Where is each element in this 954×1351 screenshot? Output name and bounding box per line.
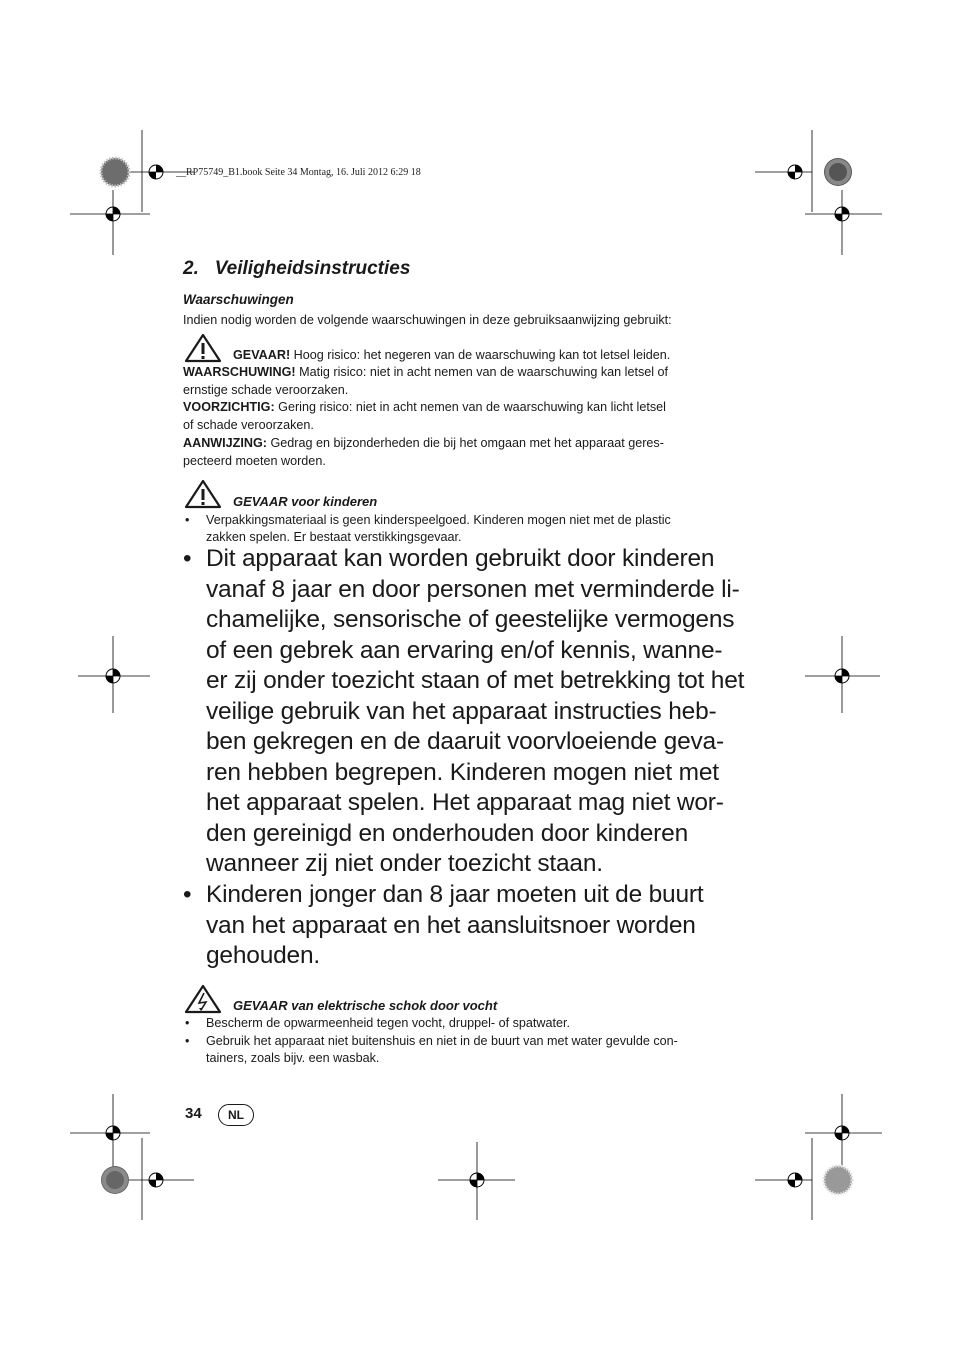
- large-line: ren hebben begrepen. Kinderen mogen niet met: [206, 758, 719, 786]
- waarschuwing-line-2: ernstige schade veroorzaken.: [183, 383, 349, 397]
- children-heading: GEVAAR voor kinderen: [233, 494, 378, 509]
- aanwijzing-text: Gedrag en bijzonderheden die bij het omgaan met het apparaat geres-: [266, 436, 664, 450]
- warning-triangle-icon: [184, 479, 222, 509]
- color-wheel-icon: [101, 158, 129, 186]
- registration-mark-icon: [149, 165, 163, 179]
- electric-bullet1: Bescherm de opwarmeenheid tegen vocht, druppel- of spatwater.: [206, 1016, 571, 1030]
- voorzichtig-line: [183, 399, 666, 417]
- electric-shock-triangle-icon: [184, 984, 222, 1014]
- print-info-header: __RP75749_B1.book Seite 34 Montag, 16. Juli 2012 6:29 18: [176, 167, 421, 178]
- electric-bullet2-line2: tainers, zoals bijv. een wasbak.: [206, 1051, 380, 1065]
- color-wheel-icon: [824, 1166, 852, 1194]
- warnings-intro: Indien nodig worden de volgende waarschuwingen in deze gebruiksaanwijzing gebruikt:: [183, 313, 672, 327]
- voorzichtig-line-2: of schade veroorzaken.: [183, 418, 314, 432]
- registration-mark-icon: [835, 207, 849, 221]
- registration-mark-icon: [106, 669, 120, 683]
- section-number: 2.: [183, 258, 199, 279]
- registration-mark-icon: [788, 1173, 802, 1187]
- large-line: ben gekregen en de daaruit voorvloeiende geva-: [206, 728, 724, 755]
- color-wheel-icon: [824, 158, 852, 186]
- gevaar-line: [233, 347, 670, 365]
- large-line: vanaf 8 jaar en door personen met verminderde li-: [206, 575, 740, 603]
- aanwijzing-line: [183, 435, 664, 453]
- registration-mark-icon: [788, 165, 802, 179]
- children-bullet1-line1: Verpakkingsmateriaal is geen kinderspeelgoed. Kinderen mogen niet met de plastic: [206, 513, 671, 527]
- large-bullet-2: [206, 880, 703, 972]
- registration-mark-icon: [149, 1173, 163, 1187]
- large-line: chamelijke, sensorische of geestelijke vermogens: [206, 606, 735, 633]
- large-line: gehouden.: [206, 942, 321, 969]
- large-bullet-1: [206, 544, 744, 880]
- registration-mark-icon: [470, 1173, 484, 1187]
- warning-triangle-icon: [184, 333, 222, 363]
- registration-mark-icon: [106, 207, 120, 221]
- large-line: of een gebrek aan ervaring en/of kennis, wanne-: [206, 636, 723, 664]
- children-bullet1-line2: zakken spelen. Er bestaat verstikkingsgevaar.: [206, 530, 462, 544]
- large-line: wanneer zij niet onder toezicht staan.: [206, 850, 603, 877]
- section-title-text: Veiligheidsinstructies: [214, 258, 411, 279]
- bullet-icon: •: [185, 513, 190, 527]
- bullet-icon: •: [185, 1016, 190, 1030]
- voorzichtig-label: VOORZICHTIG:: [183, 400, 275, 414]
- page-number: 34: [185, 1105, 202, 1122]
- warnings-heading: Waarschuwingen: [183, 292, 294, 307]
- large-line: den gereinigd en onderhouden door kinderen: [206, 819, 688, 847]
- large-line: van het apparaat en het aansluitsnoer worden: [206, 911, 696, 939]
- waarschuwing-text: Matig risico: niet in acht nemen van de waarschuwing kan letsel of: [295, 365, 669, 379]
- aanwijzing-line-2: pecteerd moeten worden.: [183, 454, 326, 468]
- large-line: het apparaat spelen. Het apparaat mag niet wor-: [206, 789, 724, 816]
- section-title: [183, 258, 410, 280]
- registration-mark-icon: [106, 1126, 120, 1140]
- language-badge: NL: [218, 1104, 254, 1126]
- registration-mark-icon: [835, 669, 849, 683]
- registration-mark-icon: [835, 1126, 849, 1140]
- waarschuwing-label: WAARSCHUWING!: [183, 365, 296, 379]
- bullet-icon: •: [183, 881, 192, 908]
- electric-heading: GEVAAR van elektrische schok door vocht: [233, 998, 498, 1013]
- waarschuwing-line: [183, 364, 668, 382]
- large-line: Kinderen jonger dan 8 jaar moeten uit de buurt: [206, 881, 704, 908]
- aanwijzing-label: AANWIJZING:: [183, 436, 267, 450]
- large-line: Dit apparaat kan worden gebruikt door kinderen: [206, 545, 715, 572]
- bullet-icon: •: [185, 1034, 190, 1048]
- gevaar-label: GEVAAR!: [233, 348, 291, 362]
- large-line: veilige gebruik van het apparaat instructies heb-: [206, 697, 717, 725]
- color-wheel-icon: [101, 1166, 129, 1194]
- voorzichtig-text: Gering risico: niet in acht nemen van de waarschuwing kan licht letsel: [274, 400, 666, 414]
- electric-bullet2-line1: Gebruik het apparaat niet buitenshuis en niet in de buurt van met water gevulde con-: [206, 1034, 678, 1048]
- bullet-icon: •: [183, 545, 192, 572]
- gevaar-text: Hoog risico: het negeren van de waarschuwing kan tot letsel leiden.: [290, 348, 671, 362]
- large-line: er zij onder toezicht staan of met betrekking tot het: [206, 667, 745, 694]
